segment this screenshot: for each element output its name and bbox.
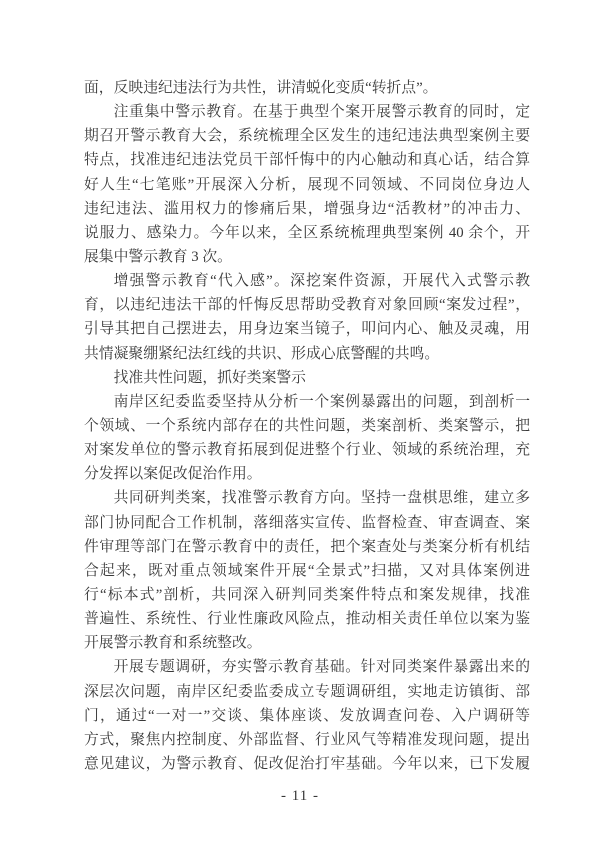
document-line: 意见建议，为警示教育、促改促治打牢基础。今年以来，已下发履 xyxy=(84,755,530,772)
document-line: 门，通过“一对一”交谈、集体座谈、发放调查问卷、入户调研等 xyxy=(84,707,530,724)
document-body xyxy=(84,76,530,776)
document-line: 普遍性、系统性、行业性廉政风险点，推动相关责任单位以案为鉴 xyxy=(84,611,530,628)
document-line: 违纪违法、滥用权力的惨痛后果，增强身边“活教材”的冲击力、 xyxy=(84,200,530,217)
page-number: - 11 - xyxy=(281,788,319,804)
document-line: 行“标本式”剖析，共同深入研判同类案件特点和案发规律，找准 xyxy=(84,586,530,603)
document-line: 找准共性问题，抓好类案警示 xyxy=(113,369,306,386)
document-line: 增强警示教育“代入感”。深挖案件资源，开展代入式警示教 xyxy=(113,273,530,290)
document-line: 个领域、一个系统内部存在的共性问题，类案剖析、类案警示，把 xyxy=(84,417,530,434)
document-line: 展集中警示教育 3 次。 xyxy=(84,248,232,265)
document-line: 部门协同配合工作机制，落细落实宣传、监督检查、审查调查、案 xyxy=(84,514,530,531)
document-line: 分发挥以案促改促治作用。 xyxy=(84,466,262,483)
document-line: 合起来，既对重点领域案件开展“全景式”扫描，又对具体案例进 xyxy=(84,562,530,579)
document-line: 共情凝聚绷紧纪法红线的共识、形成心底警醒的共鸣。 xyxy=(84,345,440,362)
document-line: 说服力、感染力。今年以来，全区系统梳理典型案例 40 余个，开 xyxy=(84,224,530,241)
document-line: 期召开警示教育大会，系统梳理全区发生的违纪违法典型案例主要 xyxy=(84,128,530,145)
document-line: 件审理等部门在警示教育中的责任，把个案查处与类案分析有机结 xyxy=(84,538,530,555)
document-line: 开展专题调研，夯实警示教育基础。针对同类案件暴露出来的 xyxy=(113,659,530,676)
document-line: 引导其把自己摆进去，用身边案当镜子，叩问内心、触及灵魂，用 xyxy=(84,321,530,338)
document-line: 育，以违纪违法干部的忏悔反思帮助受教育对象回顾“案发过程”， xyxy=(84,297,530,314)
document-line: 开展警示教育和系统整改。 xyxy=(84,635,262,652)
document-line: 面，反映违纪违法行为共性，讲清蜕化变质“转折点”。 xyxy=(84,80,438,96)
document-line: 深层次问题，南岸区纪委监委成立专题调研组，实地走访镇街、部 xyxy=(84,683,530,700)
document-line: 共同研判类案，找准警示教育方向。坚持一盘棋思维，建立多 xyxy=(113,490,530,507)
document-line: 南岸区纪委监委坚持从分析一个案例暴露出的问题，到剖析一 xyxy=(113,393,530,410)
document-line: 注重集中警示教育。在基于典型个案开展警示教育的同时，定 xyxy=(113,104,530,121)
document-line: 好人生“七笔账”开展深入分析，展现不同领域、不同岗位身边人 xyxy=(84,176,530,193)
document-line: 对案发单位的警示教育拓展到促进整个行业、领域的系统治理，充 xyxy=(84,442,530,459)
document-line: 方式，聚焦内控制度、外部监督、行业风气等精准发现问题，提出 xyxy=(84,731,530,748)
document-line: 特点，找准违纪违法党员干部忏悔中的内心触动和真心话，结合算 xyxy=(84,152,530,169)
